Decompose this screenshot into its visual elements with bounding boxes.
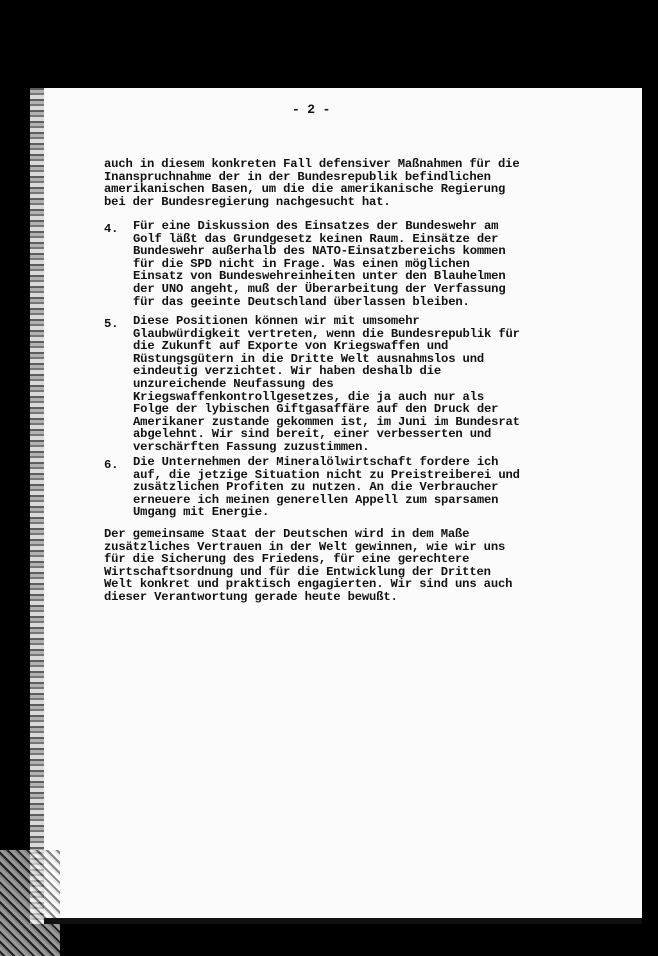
text-line: Kriegswaffenkontrollgesetzes, die ja auch nur als xyxy=(133,389,485,404)
text-line: unzureichende Neufassung des xyxy=(133,376,334,391)
text-line: Glaubwürdigkeit vertreten, wenn die Bundesrepublik für xyxy=(133,326,520,341)
text-line: für die Sicherung des Friedens, für eine gerechtere xyxy=(104,552,470,567)
list-item-text xyxy=(133,220,506,308)
text-line: Für eine Diskussion des Einsatzes der Bundeswehr am xyxy=(133,219,499,233)
text-line: Umgang mit Energie. xyxy=(133,505,270,520)
list-item-text xyxy=(133,315,520,454)
text-line: die Zukunft auf Exporte von Kriegswaffen und xyxy=(133,339,449,354)
text-line: Welt konkret und praktisch engagierten. Wir sind uns auch xyxy=(104,577,513,592)
scan-corner-noise xyxy=(0,850,60,956)
text-line: verschärften Fassung zuzustimmen. xyxy=(133,439,370,454)
scan-top-border xyxy=(0,0,612,90)
text-line: erneuere ich meinen generellen Appell zum sparsamen xyxy=(133,492,499,507)
list-item-number: 6. xyxy=(104,458,119,472)
scan-right-border xyxy=(642,0,658,956)
list-item-number: 4. xyxy=(104,222,119,236)
list-item-text xyxy=(133,456,520,519)
text-line: dieser Verantwortung gerade heute bewußt. xyxy=(104,589,398,604)
text-line: für die SPD nicht in Frage. Was einen möglichen xyxy=(133,256,470,271)
text-line: Wirtschaftsordnung und für die Entwicklung der Dritten xyxy=(104,564,491,579)
scan-bottom-line xyxy=(44,918,642,924)
text-line: Bundeswehr außerhalb des NATO-Einsatzbereichs kommen xyxy=(133,244,506,259)
text-line: Inanspruchnahme der in der Bundesrepublik befindlichen xyxy=(104,169,491,184)
page-number: - 2 - xyxy=(292,102,331,117)
text-line: Amerikaner zustande gekommen ist, im Juni im Bundesrat xyxy=(133,414,520,429)
text-line: Die Unternehmen der Mineralölwirtschaft fordere ich xyxy=(133,455,499,469)
text-line: zusätzliches Vertrauen in der Welt gewinnen, wie wir uns xyxy=(104,539,506,554)
text-line: auf, die jetzige Situation nicht zu Preistreiberei und xyxy=(133,467,520,482)
text-line: für das geeinte Deutschland überlassen bleiben. xyxy=(133,294,470,309)
list-item-number: 5. xyxy=(104,317,119,331)
scan-left-edge xyxy=(30,88,44,924)
text-line: Folge der lybischen Giftgasaffäre auf den Druck der xyxy=(133,402,499,417)
text-line: zusätzlichen Profiten zu nutzen. An die Verbraucher xyxy=(133,480,499,495)
text-line: amerikanischen Basen, um die die amerikanische Regierung xyxy=(104,182,506,197)
text-line: eindeutig verzichtet. Wir haben deshalb die xyxy=(133,364,442,379)
closing-paragraph xyxy=(104,528,512,604)
text-line: Rüstungsgütern in die Dritte Welt ausnahmslos und xyxy=(133,351,485,366)
text-line: Golf läßt das Grundgesetz keinen Raum. Einsätze der xyxy=(133,231,499,246)
intro-paragraph xyxy=(104,158,520,208)
text-line: abgelehnt. Wir sind bereit, einer verbesserten und xyxy=(133,427,492,442)
text-line: der UNO angeht, muß der Überarbeitung der Verfassung xyxy=(133,281,506,296)
text-line: Der gemeinsame Staat der Deutschen wird in dem Maße xyxy=(104,527,470,541)
text-line: bei der Bundesregierung nachgesucht hat. xyxy=(104,194,391,209)
text-line: Einsatz von Bundeswehreinheiten unter den Blauhelmen xyxy=(133,269,506,284)
text-line: Diese Positionen können wir mit umsomehr xyxy=(133,314,420,328)
text-line: auch in diesem konkreten Fall defensiver Maßnahmen für die xyxy=(104,157,520,171)
